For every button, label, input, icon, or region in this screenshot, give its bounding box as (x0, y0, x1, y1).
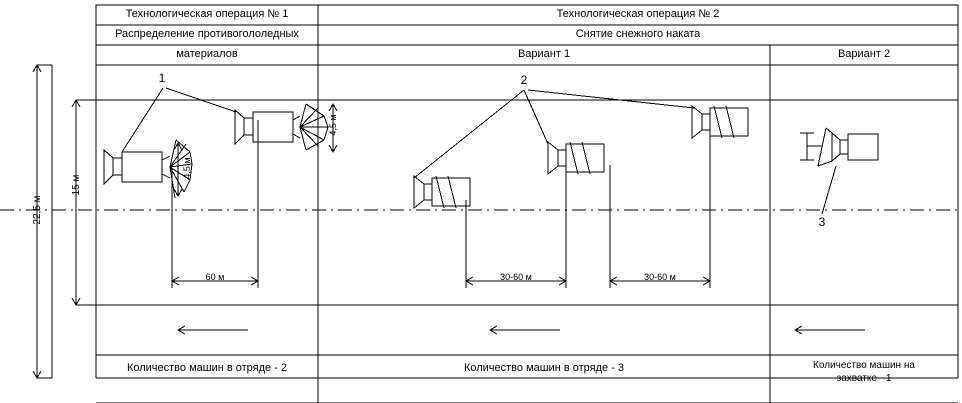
dimension-swath-left: 4,5 м (182, 157, 192, 179)
header-variant-2: Вариант 2 (837, 48, 891, 60)
callout-3: 3 (818, 215, 826, 229)
header-op1-title: Технологическая операция № 1 (125, 8, 289, 20)
callout-2: 2 (520, 73, 528, 87)
callout-1: 1 (158, 71, 166, 85)
header-op2-subtitle: Снятие снежного наката (575, 28, 701, 40)
footer-count-col3-line1: Количество машин на (813, 360, 915, 371)
dimension-road-width: 15 м (71, 174, 82, 196)
header-op2-title: Технологическая операция № 2 (556, 8, 720, 20)
header-variant-1: Вариант 1 (517, 48, 571, 60)
dimension-swath-right: 4,5 м (328, 114, 338, 136)
dimension-gap-60: 60 м (205, 272, 225, 282)
footer-count-col3-line2: захватке - 1 (836, 373, 892, 384)
dimension-total-width: 22,5 м (32, 195, 43, 225)
dimension-gap-30-60-b: 30-60 м (644, 272, 676, 282)
header-op1-subtitle-line2: материалов (176, 48, 238, 60)
dimension-gap-30-60-a: 30-60 м (500, 272, 532, 282)
footer-count-col2: Количество машин в отряде - 3 (463, 362, 625, 374)
footer-count-col1: Количество машин в отряде - 2 (126, 362, 288, 374)
header-op1-subtitle-line1: Распределение противогололедных (115, 28, 299, 40)
